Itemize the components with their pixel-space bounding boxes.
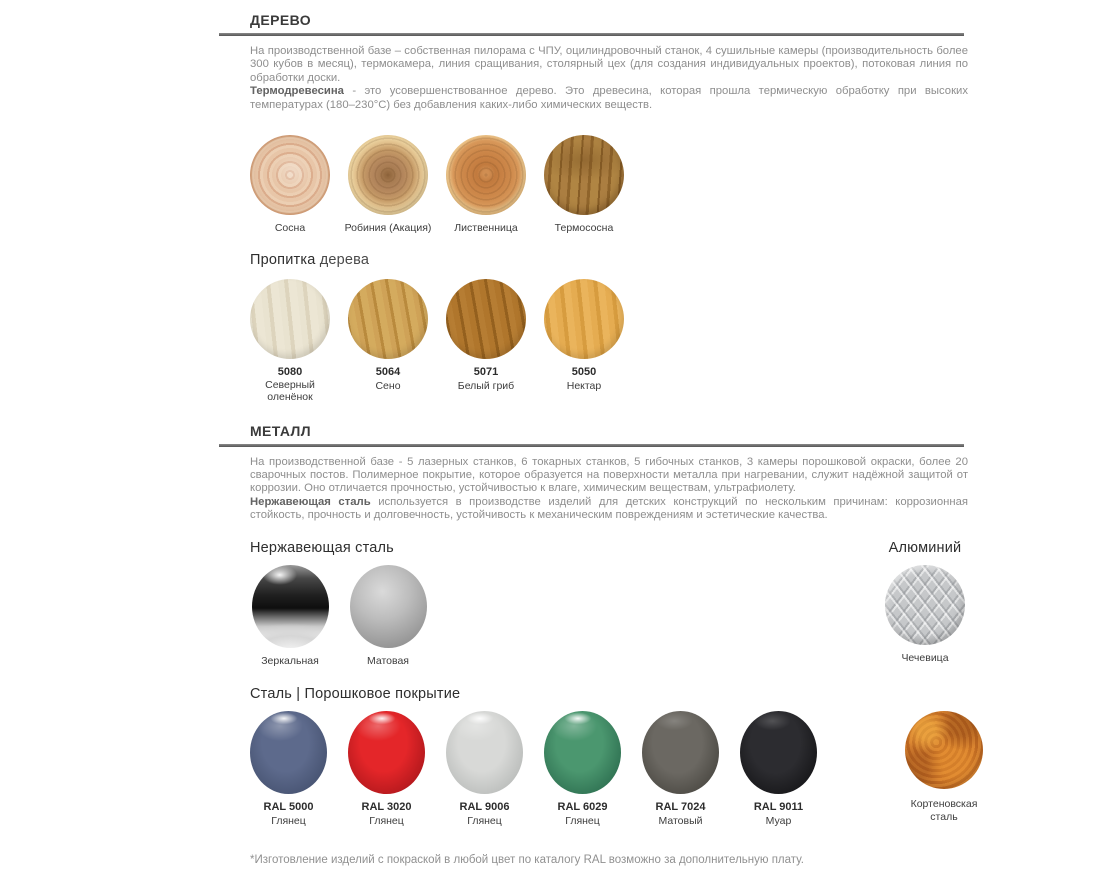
swatch-code: RAL 7024 bbox=[655, 801, 706, 814]
wood-species-row bbox=[250, 135, 968, 235]
corten-item bbox=[904, 711, 984, 823]
impregnation-item bbox=[348, 279, 428, 392]
swatch-label: Сосна bbox=[274, 222, 306, 235]
section-divider bbox=[219, 33, 964, 36]
metal-section-title: МЕТАЛЛ bbox=[250, 422, 311, 439]
swatch-finish: Глянец bbox=[369, 815, 404, 828]
swatch-label: Матовая bbox=[367, 654, 409, 667]
swatch-code: 5064 bbox=[375, 365, 401, 378]
swatch-finish: Глянец bbox=[565, 815, 600, 828]
impregnation-title-light: дерева bbox=[319, 251, 370, 268]
matte-steel-swatch bbox=[350, 565, 427, 648]
swatch-code: RAL 6029 bbox=[557, 801, 608, 814]
larch-swatch bbox=[446, 135, 526, 215]
impregnation-item bbox=[250, 279, 330, 404]
swatch-name: Северный оленёнок bbox=[265, 378, 315, 404]
ral-item bbox=[250, 711, 327, 827]
ral-footnote: *Изготовление изделий с покраской в любой цвет по каталогу RAL возможно за дополнительную плату. bbox=[250, 854, 804, 867]
thermowood-text: - это усовершенствованное дерево. Это древесина, которая прошла термическую обработку при высоких температурах (180–230°С) без добавления каких-либо химических веществ. bbox=[250, 85, 968, 111]
ral-item bbox=[446, 711, 523, 827]
swatch-name: Сено bbox=[375, 379, 401, 392]
thermowood-lead: Термодревесина bbox=[250, 85, 344, 98]
corten-steel-swatch bbox=[905, 711, 983, 789]
ral-item bbox=[740, 711, 817, 827]
swatch-code: 5080 bbox=[277, 365, 303, 378]
wood-species-item bbox=[344, 135, 432, 235]
wood-species-item bbox=[250, 135, 330, 235]
stainless-group bbox=[250, 540, 428, 668]
swatch-code: 5050 bbox=[571, 365, 597, 378]
stainless-aluminum-row bbox=[250, 540, 968, 668]
pine-swatch bbox=[250, 135, 330, 215]
swatch-label: Чечевица bbox=[901, 651, 949, 664]
aluminum-title: Алюминий bbox=[888, 539, 962, 556]
wood-section bbox=[250, 12, 968, 404]
swatch-finish: Муар bbox=[765, 815, 792, 828]
metal-intro-paragraph bbox=[250, 456, 968, 523]
swatch-finish: Глянец bbox=[271, 815, 306, 828]
section-divider bbox=[219, 444, 964, 447]
aluminum-group bbox=[882, 540, 968, 665]
swatch-label: Робиния (Акация) bbox=[344, 222, 432, 235]
ral-9006-swatch bbox=[446, 711, 523, 794]
mirror-steel-swatch bbox=[252, 565, 329, 648]
impregnation-title bbox=[250, 252, 968, 268]
stainless-title: Нержавеющая сталь bbox=[250, 539, 394, 556]
ral-item bbox=[642, 711, 719, 827]
metal-section bbox=[250, 422, 978, 867]
wood-species-item bbox=[544, 135, 624, 235]
ral-6029-swatch bbox=[544, 711, 621, 794]
aluminum-lentil-swatch bbox=[885, 565, 965, 645]
ral-item bbox=[348, 711, 425, 827]
swatch-label: Лиственница bbox=[454, 222, 518, 235]
swatch-code: RAL 5000 bbox=[263, 801, 314, 814]
wood-species-item bbox=[446, 135, 526, 235]
ral-9011-swatch bbox=[740, 711, 817, 794]
powder-coating-title: Сталь | Порошковое покрытие bbox=[250, 686, 461, 703]
swatch-name: Белый гриб bbox=[457, 379, 515, 392]
thermopine-swatch bbox=[544, 135, 624, 215]
swatch-label: Термососна bbox=[554, 222, 614, 235]
stainless-item bbox=[348, 565, 428, 668]
content-column bbox=[250, 12, 978, 867]
impregnation-5064-swatch bbox=[348, 279, 428, 359]
stainless-lead: Нержавеющая сталь bbox=[250, 495, 371, 508]
swatch-name: Нектар bbox=[566, 379, 602, 392]
swatch-code: RAL 3020 bbox=[361, 801, 412, 814]
wood-intro-paragraph bbox=[250, 45, 968, 112]
impregnation-5071-swatch bbox=[446, 279, 526, 359]
wood-intro-text: На производственной базе – собственная пилорама с ЧПУ, оцилиндровочный станок, 4 сушильные камеры (производительность более 300 кубов в месяц), термокамера, линия сращивания, столярный цех (для создания индивидуальных проектов), потоковая линия по обработки доски. bbox=[250, 45, 968, 84]
robinia-swatch bbox=[348, 135, 428, 215]
impregnation-5050-swatch bbox=[544, 279, 624, 359]
ral-item bbox=[544, 711, 621, 827]
impregnation-item bbox=[446, 279, 526, 392]
ral-7024-swatch bbox=[642, 711, 719, 794]
swatch-label: Кортеновская сталь bbox=[910, 798, 978, 823]
swatch-label: Зеркальная bbox=[261, 654, 319, 667]
stainless-row bbox=[250, 565, 428, 668]
stainless-item bbox=[250, 565, 330, 668]
impregnation-item bbox=[544, 279, 624, 392]
swatch-finish: Глянец bbox=[467, 815, 502, 828]
impregnation-row bbox=[250, 279, 968, 404]
swatch-finish: Матовый bbox=[658, 815, 703, 828]
wood-section-title: ДЕРЕВО bbox=[250, 12, 312, 28]
powder-row bbox=[250, 711, 978, 828]
impregnation-title-strong: Пропитка bbox=[250, 251, 316, 268]
ral-3020-swatch bbox=[348, 711, 425, 794]
ral-5000-swatch bbox=[250, 711, 327, 794]
swatch-code: RAL 9011 bbox=[753, 801, 804, 814]
swatch-code: RAL 9006 bbox=[459, 801, 510, 814]
impregnation-5080-swatch bbox=[250, 279, 330, 359]
swatch-code: 5071 bbox=[473, 365, 499, 378]
metal-intro-text: На производственной базе - 5 лазерных станков, 6 токарных станков, 5 гибочных станков, 3 камеры порошковой окраски, более 20 сварочных постов. Полимерное покрытие, которое образуется на поверхности металла при нагревании, служит надёжной защитой от коррозии. Оно отличается прочностью, устойчивостью к влаге, химическим веществам, ультрафиолету. bbox=[250, 455, 968, 495]
stainless-text: используется в производстве изделий для детских конструкций по нескольким причинам: коррозионная стойкость, прочность и долговечность, устойчивость к механическим повреждениям и эстетические качества. bbox=[250, 495, 968, 522]
